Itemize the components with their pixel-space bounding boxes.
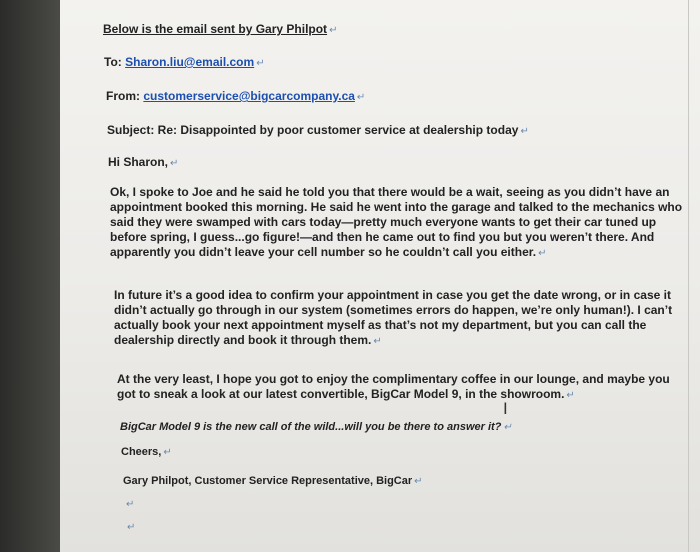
body-paragraph-2: In future it’s a good idea to confirm your appointment in case you get the date wrong, or in case it didn’t actually go through in our system (sometimes errors do happen, we’re only human!). I can’t actually book your next appointment myself as that’s not my department, but you can call the dealership directly and book it through them. ↵ bbox=[114, 288, 673, 347]
empty-paragraph-2 bbox=[125, 519, 135, 535]
paragraph-mark-icon: ↵ bbox=[163, 447, 172, 458]
closing: Cheers, ↵ bbox=[121, 446, 172, 458]
paragraph-mark-icon: ↵ bbox=[520, 126, 529, 137]
body-paragraph-1: Ok, I spoke to Joe and he said he told you that there would be a wait, seeing as you didn’t have an appointment booked this morning. He said he went into the garage and talked to the mechanics who said they were swamped with cars today—pretty much everyone wants to get their car tuned up before spring, I guess...go figure!—and then he came out to find you but you weren’t there. And apparently you didn’t leave your cell number so he couldn’t call you either. ↵ bbox=[110, 185, 683, 259]
to-line: To: Sharon.liu@email.com ↵ bbox=[104, 55, 265, 69]
paragraph-mark-icon: ↵ bbox=[127, 522, 136, 533]
signature: Gary Philpot, Customer Service Representative, BigCar ↵ bbox=[123, 475, 423, 487]
tagline: BigCar Model 9 is the new call of the wild...will you be there to answer it? ↵ bbox=[120, 421, 512, 433]
page-shadow-edge bbox=[0, 0, 60, 552]
paragraph-mark-icon: ↵ bbox=[566, 390, 575, 401]
paragraph-mark-icon: ↵ bbox=[373, 336, 382, 347]
paragraph-mark-icon: ↵ bbox=[256, 58, 265, 69]
email-heading: Below is the email sent by Gary Philpot ↵ bbox=[103, 22, 338, 36]
paragraph-mark-icon: ↵ bbox=[126, 499, 135, 510]
from-line: From: customerservice@bigcarcompany.ca ↵ bbox=[106, 89, 366, 103]
paragraph-mark-icon: ↵ bbox=[356, 92, 366, 103]
paragraph-mark-icon: ↵ bbox=[329, 25, 338, 36]
paragraph-mark-icon: ↵ bbox=[538, 248, 547, 259]
paragraph-mark-icon: ↵ bbox=[414, 476, 423, 487]
to-email-link[interactable]: Sharon.liu@email.com bbox=[125, 55, 255, 69]
greeting: Hi Sharon, ↵ bbox=[108, 155, 179, 169]
document-page bbox=[60, 0, 700, 552]
page-margin-line bbox=[688, 0, 689, 552]
empty-paragraph-1 bbox=[124, 496, 134, 512]
text-cursor-icon: I bbox=[503, 399, 508, 418]
body-paragraph-3: At the very least, I hope you got to enjoy the complimentary coffee in our lounge, and maybe you got to sneak a look at our latest convertible, BigCar Model 9, in the showroom. ↵ bbox=[117, 372, 670, 401]
paragraph-mark-icon: ↵ bbox=[170, 158, 179, 169]
from-email-link[interactable]: customerservice@bigcarcompany.ca bbox=[143, 89, 355, 103]
subject-line: Subject: Re: Disappointed by poor customer service at dealership today ↵ bbox=[107, 123, 529, 137]
paragraph-mark-icon: ↵ bbox=[503, 422, 512, 433]
